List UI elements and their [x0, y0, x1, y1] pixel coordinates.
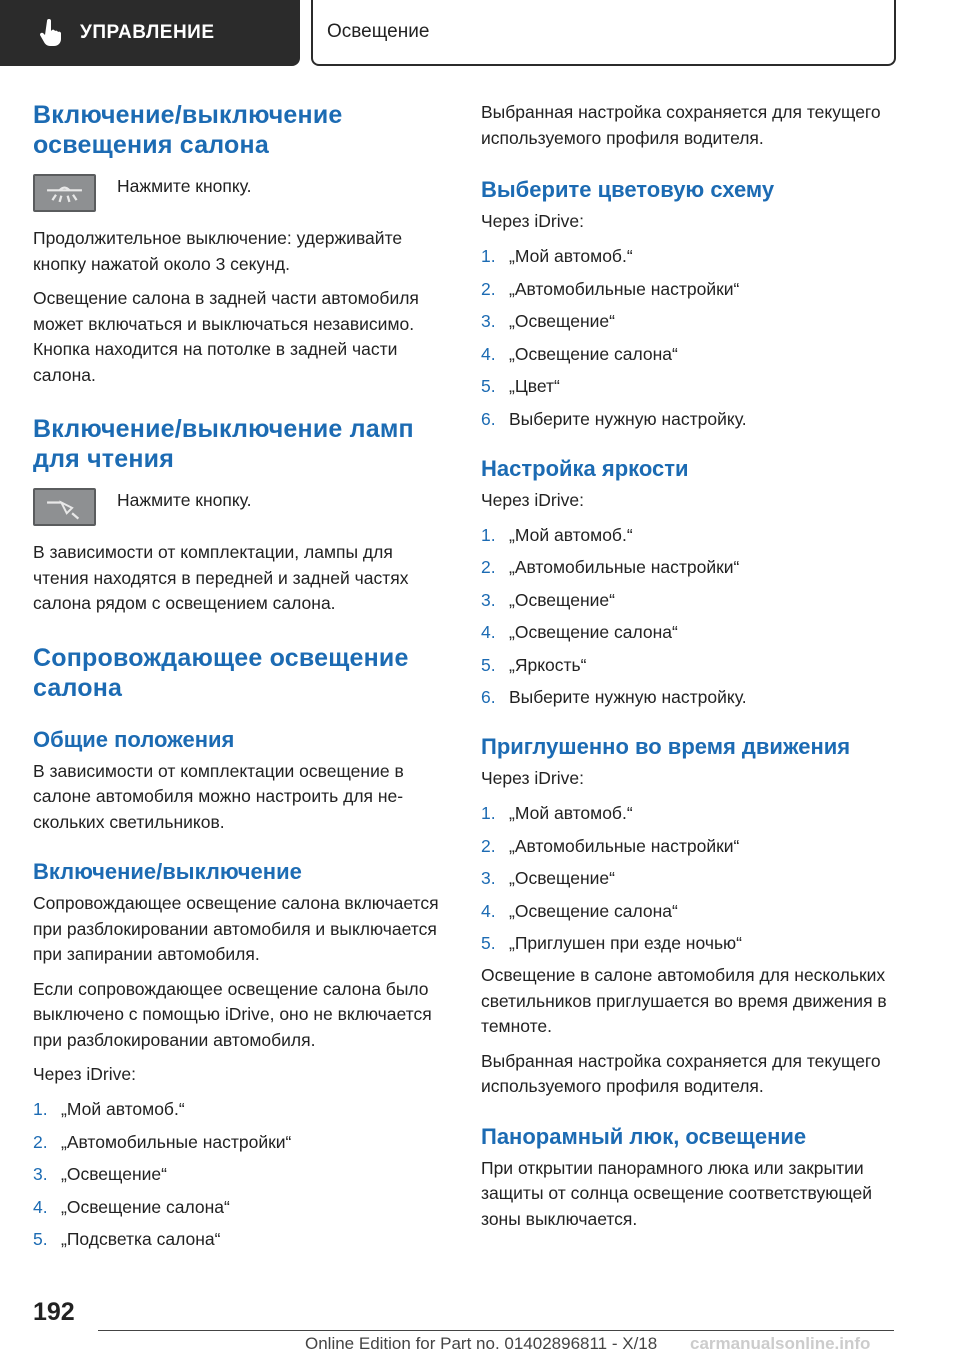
- steps-list: [33, 1098, 448, 1250]
- heading-color-scheme: Выберите цветовую схему: [481, 177, 775, 202]
- list-item: 5. „Приглушен при езде ночью“: [481, 933, 743, 953]
- list-item: 2. „Автомобильные настройки“: [33, 1131, 292, 1152]
- list-item: 2. „Автомобильные настройки“: [481, 278, 740, 299]
- paragraph: Выбранная настройка сохраняется для текущего используемого профиля водителя.: [481, 102, 881, 148]
- paragraph: В зависимости от комплектации освещение в салоне автомобиля можно настроить для нескольких светильников.: [33, 760, 404, 832]
- paragraph: В зависимости от комплектации, лампы для чтения находятся в передней и задней частях салона рядом с освещением салона.: [33, 542, 409, 613]
- footer-divider: [98, 1330, 894, 1331]
- list-item: 3. „Освещение“: [481, 589, 615, 610]
- list-item: 6. Выберите нужную настройку.: [481, 408, 747, 429]
- steps-list: [481, 802, 901, 954]
- subheading-on-off: Включение/выключение: [33, 859, 302, 884]
- list-item: 1. „Мой автомоб.“: [33, 1099, 185, 1119]
- list-item: 3. „Освещение“: [33, 1164, 167, 1184]
- list-item: 5. „Подсветка салона“: [33, 1229, 221, 1249]
- list-item: 1. „Мой автомоб.“: [481, 803, 633, 823]
- section-title: УПРАВЛЕНИЕ: [80, 22, 215, 43]
- heading-reading-lamps: Включение/выключение ламп для чтения: [33, 415, 414, 473]
- watermark: carmanualsonline.info: [690, 1334, 871, 1353]
- reading-lamp-button-icon: [33, 488, 96, 526]
- heading-dimmed-driving: Приглушенно во время движения: [481, 734, 851, 759]
- idrive-intro: Через iDrive:: [33, 1064, 136, 1084]
- paragraph: Сопровождающее освещение салона включается при разблокировании автомобиля и выключается при запирании автомобиля.: [33, 893, 439, 964]
- list-item: 5. „Цвет“: [481, 376, 560, 396]
- list-item: 4. „Освещение салона“: [481, 622, 678, 642]
- paragraph: Выбранная настройка сохраняется для текущего используемого профиля водителя.: [481, 1050, 881, 1096]
- hand-pointer-icon: [36, 18, 66, 48]
- page-number: 192: [33, 1298, 75, 1326]
- list-item: 1. „Мой автомоб.“: [481, 246, 633, 266]
- heading-ambient-light: Сопровождающее освещение салона: [33, 643, 409, 702]
- list-item: 2. „Автомобильные настройки“: [481, 557, 740, 577]
- list-item: 4. „Освещение салона“: [481, 900, 678, 921]
- idrive-intro: Через iDrive:: [481, 489, 584, 510]
- right-column: [481, 100, 901, 1232]
- chapter-title: Освещение: [327, 21, 430, 42]
- list-item: 1. „Мой автомоб.“: [481, 524, 633, 545]
- heading-interior-light: Включение/выключение освещения салона: [33, 101, 343, 159]
- heading-brightness: Настройка яркости: [481, 455, 689, 481]
- list-item: 3. „Освещение“: [481, 311, 615, 331]
- interior-light-button-icon: [33, 174, 96, 212]
- list-item: 4. „Освещение салона“: [481, 343, 678, 364]
- edition-note: Online Edition for Part no. 01402896811 - X/18: [305, 1334, 658, 1353]
- idrive-intro: Через iDrive:: [481, 768, 584, 788]
- press-button-label: Нажмите кнопку.: [117, 490, 252, 510]
- paragraph: Продолжительное выключение: удерживайте кнопку нажатой около 3 секунд.: [33, 228, 403, 274]
- list-item: 2. „Автомобильные настройки“: [481, 835, 740, 856]
- press-button-label: Нажмите кнопку.: [117, 176, 252, 196]
- steps-list: [481, 245, 901, 430]
- paragraph: Если сопровождающее освещение салона было выключено с помощью iDrive, оно не включается при разблокировании автомобиля.: [33, 978, 432, 1050]
- interior-light-button-row: [33, 174, 448, 212]
- list-item: 5. „Яркость“: [481, 654, 587, 675]
- chapter-tab: [311, 0, 896, 66]
- left-column: [33, 100, 448, 1250]
- steps-list: [481, 524, 901, 709]
- section-tab: [0, 0, 300, 66]
- list-item: 4. „Освещение салона“: [33, 1196, 230, 1217]
- paragraph: При открытии панорамного люка или закрытии защиты от солнца освещение соответствующей зоны выключается.: [481, 1157, 873, 1229]
- heading-panorama-roof: Панорамный люк, освещение: [481, 1123, 807, 1149]
- list-item: 3. „Освещение“: [481, 868, 615, 888]
- idrive-intro: Через iDrive:: [481, 211, 584, 231]
- subheading-general: Общие положения: [33, 726, 235, 752]
- reading-lamp-button-row: [33, 488, 448, 526]
- paragraph: Освещение салона в задней части автомобиля может включаться и выключаться независимо. Кнопка находится на потолке в задней части салона.: [33, 288, 419, 385]
- list-item: 6. Выберите нужную настройку.: [481, 687, 747, 707]
- paragraph: Освещение в салоне автомобиля для нескольких светильников приглушается во время движения в темноте.: [481, 965, 887, 1036]
